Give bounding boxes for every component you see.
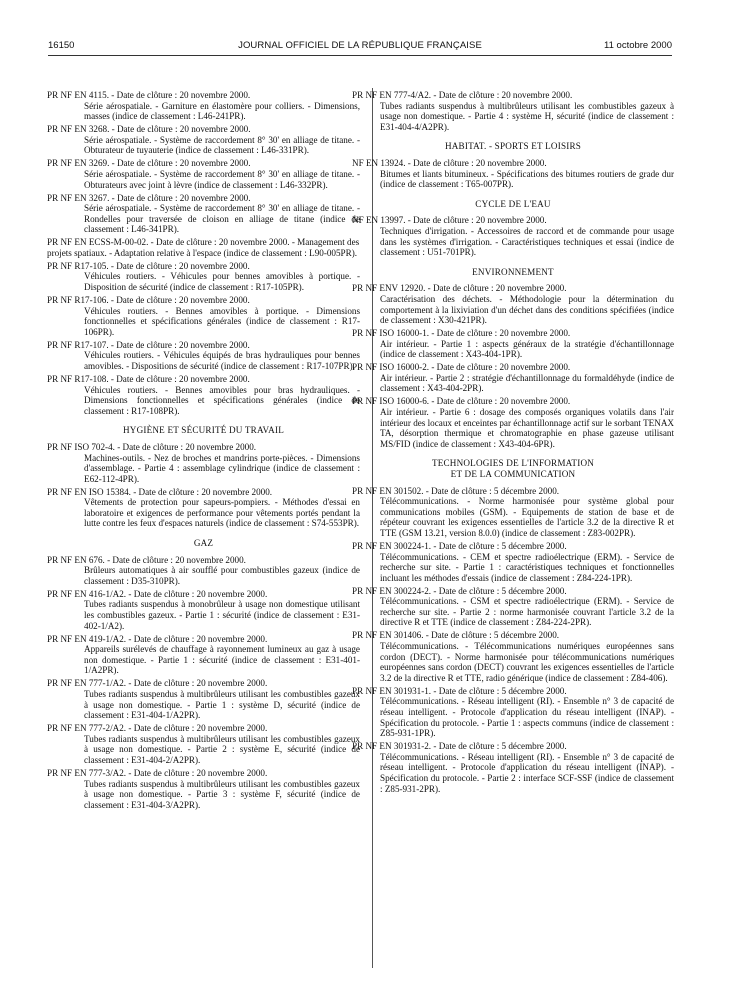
standard-description: Véhicules routiers. - Véhicules équipés de bras hydrauliques pour bennes amovibles. - Dispositions de sécurité (indice de classement : R17-107PR).	[84, 350, 360, 371]
standard-description: Télécommunications. - Réseau intelligent (RI). - Ensemble n° 3 de capacité de réseau intelligent. - Protocole d'application du réseau intelligent (INAP). - Spécification du protocole. - Partie 2 : interface SCF-SSF (indice de classement : Z85-931-2PR).	[380, 751, 674, 794]
issue-date: 11 octobre 2000	[604, 40, 672, 51]
standard-reference: PR NF EN 301931-1. - Date de clôture : 5 décembre 2000.	[352, 685, 567, 696]
page-number: 16150	[48, 40, 75, 51]
standard-reference: PR NF EN 777-4/A2. - Date de clôture : 20 novembre 2000.	[352, 90, 573, 100]
standard-entry	[47, 192, 360, 235]
section-heading: HABITAT. - SPORTS ET LOISIRS	[444, 141, 582, 152]
standard-entry	[352, 630, 674, 683]
standard-description: Appareils surélevés de chauffage à rayonnement lumineux au gaz à usage non domestique. - Partie 1 : sécurité (indice de classement : E31-401-1/A2PR).	[84, 644, 360, 676]
standard-reference: PR NF R17-106. - Date de clôture : 20 novembre 2000.	[47, 295, 250, 306]
standard-description: Tubes radiants suspendus à multibrûleurs utilisant les combustibles gazeux à usage non domestique. - Partie 1 : système D, sécurité (indice de classement : E31-404-1/A2PR).	[84, 688, 360, 721]
standard-entry	[47, 554, 360, 587]
standard-reference: PR NF EN ISO 15384. - Date de clôture : 20 novembre 2000.	[47, 486, 273, 497]
standard-description: Machines-outils. - Nez de broches et mandrins porte-pièces. - Dimensions d'assemblage. - Partie 4 : assemblage cylindrique (indice de classement : E62-112-4PR).	[84, 452, 360, 484]
section-heading: GAZ	[193, 538, 214, 549]
standard-description: Bitumes et liants bitumineux. - Spécifications des bitumes routiers de grade dur (indice de classement : T65-007PR).	[380, 168, 674, 190]
standard-reference: PR NF EN 777-3/A2. - Date de clôture : 20 novembre 2000.	[47, 767, 268, 778]
standard-entry	[47, 441, 360, 484]
standard-entry	[47, 260, 360, 293]
standard-description: Télécommunications. - CSM et spectre radioélectrique (ERM). - Service de recherche sur site. - Partie 2 : norme harmonisée couvrant l'article 3.2 de la directive R et TTE (indice de classement : Z84-224-2PR).	[380, 596, 674, 628]
standard-entry	[47, 723, 360, 765]
journal-title: JOURNAL OFFICIEL DE LA RÉPUBLIQUE FRANÇAISE	[238, 40, 482, 51]
standard-reference: PR NF EN 416-1/A2. - Date de clôture : 20 novembre 2000.	[47, 588, 268, 599]
standard-entry	[47, 237, 360, 258]
standard-entry	[47, 295, 360, 337]
standard-description: Tubes radiants suspendus à multibrûleurs utilisant les combustibles gazeux à usage non domestique. - Partie 4 : système H, sécurité (indice de classement : E31-404-4/A2PR).	[380, 100, 674, 132]
standard-reference: PR NF EN 3268. - Date de clôture : 20 novembre 2000.	[47, 124, 251, 135]
standard-reference: PR NF EN 676. - Date de clôture : 20 novembre 2000.	[47, 554, 246, 565]
standard-entry	[352, 283, 674, 326]
standard-reference: PR NF ENV 12920. - Date de clôture : 20 novembre 2000.	[352, 283, 567, 294]
standard-description: Tubes radiants suspendus à multibrûleurs utilisant les combustibles gazeux à usage non domestique. - Partie 2 : système E, sécurité (indice de classement : E31-404-2/A2PR).	[84, 733, 360, 765]
standard-description: Véhicules routiers. - Bennes amovibles à portique. - Dimensions fonctionnelles et spécifications générales (indice de classement : R17-106PR).	[84, 305, 360, 337]
standard-description: Télécommunications. - Norme harmonisée pour système global pour communications mobiles (GSM). - Equipements de station de base et de répéteur couvrant les exigences essentielles de l'article 3.2 de la directive R et TTE (GSM 13.21, version 8.0.0) (indice de classement : Z83-002PR).	[380, 496, 674, 538]
standard-reference: PR NF EN 301502. - Date de clôture : 5 décembre 2000.	[352, 485, 560, 496]
standard-entry	[352, 396, 675, 449]
standard-reference: PR NF EN 3269. - Date de clôture : 20 novembre 2000.	[47, 158, 251, 169]
standard-description: Série aérospatiale. - Système de raccordement 8° 30' en alliage de titane. - Obturateur de tuyauterie (indice de classement : L46-331PR).	[84, 134, 360, 156]
standard-reference: PR NF EN ECSS-M-00-02. - Date de clôture : 20 novembre 2000. - Management des projets spatiaux. - Adaptation relative à l'espace (indice de classement : L90-005PR).	[47, 237, 360, 258]
standard-description: Télécommunications. - CEM et spectre radioélectrique (ERM). - Service de recherche sur site. - Partie 1 : caractéristiques techniques et fonctionnelles incluant les méthodes d'essais (indice de classement : Z84-224-1PR).	[380, 551, 674, 583]
standard-description: Véhicules routiers. - Bennes amovibles pour bras hydrauliques. - Dimensions fonctionnelles et spécifications générales (indice de classement : R17-108PR).	[84, 384, 360, 416]
standard-description: Caractérisation des déchets. - Méthodologie pour la détermination du comportement à la lixiviation d'un déchet dans des conditions spécifiées (indice de classement : X30-421PR).	[380, 293, 674, 326]
standard-reference: PR NF EN 777-1/A2. - Date de clôture : 20 novembre 2000.	[47, 678, 268, 689]
standard-entry	[352, 585, 674, 628]
standard-entry	[47, 158, 360, 190]
standard-reference: NF EN 13924. - Date de clôture : 20 novembre 2000.	[352, 157, 547, 168]
standard-entry	[352, 362, 674, 394]
standard-entry	[47, 124, 360, 156]
standard-reference: PR NF EN 300224-1. - Date de clôture : 5 décembre 2000.	[352, 540, 567, 551]
standard-reference: PR NF EN 300224-2. - Date de clôture : 5 décembre 2000.	[352, 585, 567, 596]
standard-description: Série aérospatiale. - Système de raccordement 8° 30' en alliage de titane. - Obturateurs avec joint à lèvre (indice de classement : L46-332PR).	[84, 168, 360, 190]
standard-description: Air intérieur. - Partie 6 : dosage des composés organiques volatils dans l'air intérieur des locaux et enceintes par échantillonnage actif sur le sorbant TENAX TA, désorption thermique et chromatographie en phase gazeuse utilisant MS/FID (indice de classement : X43-404-6PR).	[380, 407, 675, 449]
header-rule	[48, 55, 672, 56]
standard-reference: PR NF R17-108. - Date de clôture : 20 novembre 2000.	[47, 373, 250, 384]
standard-reference: PR NF ISO 16000-1. - Date de clôture : 20 novembre 2000.	[352, 328, 571, 339]
standard-reference: PR NF EN 301931-2. - Date de clôture : 5 décembre 2000.	[352, 741, 567, 752]
section-heading: CYCLE DE L'EAU	[475, 198, 551, 209]
standard-entry	[47, 373, 360, 416]
standard-entry	[47, 90, 360, 122]
standard-entry	[47, 767, 360, 810]
section-heading: TECHNOLOGIES DE L'INFORMATION ET DE LA COMMUNICATION	[431, 458, 595, 479]
standard-entry	[352, 90, 674, 132]
standard-entry	[352, 157, 674, 190]
section-heading: HYGIÈNE ET SÉCURITÉ DU TRAVAIL	[123, 425, 284, 436]
standard-description: Véhicules routiers. - Véhicules pour bennes amovibles à portique. - Disposition de sécurité (indice de classement : R17-105PR).	[84, 271, 360, 293]
standard-description: Brûleurs automatiques à air soufflé pour combustibles gazeux (indice de classement : D35-310PR).	[84, 565, 360, 586]
standard-entry	[352, 540, 674, 583]
standard-entry	[47, 588, 360, 631]
standard-reference: PR NF EN 4115. - Date de clôture : 20 novembre 2000.	[47, 90, 251, 100]
standard-entry	[47, 633, 360, 676]
standard-entry	[352, 741, 674, 794]
standard-reference: PR NF R17-107. - Date de clôture : 20 novembre 2000.	[47, 339, 250, 350]
standard-entry	[352, 485, 674, 539]
standard-description: Techniques d'irrigation. - Accessoires de raccord et de commande pour usage dans les systèmes d'irrigation. - Caractéristiques techniques et essai (indice de classement : U51-701PR).	[380, 225, 674, 258]
right-column	[352, 90, 675, 797]
standard-description: Air intérieur. - Partie 1 : aspects généraux de la stratégie d'échantillonnage (indice de classement : X43-404-1PR).	[380, 338, 674, 360]
standard-description: Télécommunications. - Télécommunications numériques européennes sans cordon (DECT). - Norme harmonisée pour télécommunications numériques européennes sans cordon (DECT) couvrant les exigences essentielles de l'article 3.2 de la directive R et TTE, radio générique (indice de classement : Z84-406).	[380, 641, 674, 683]
section-heading: ENVIRONNEMENT	[472, 266, 554, 277]
standard-entry	[47, 486, 360, 529]
standard-entry	[352, 215, 674, 258]
standard-description: Série aérospatiale. - Garniture en élastomère pour colliers. - Dimensions, masses (indice de classement : L46-241PR).	[84, 100, 360, 122]
left-column	[47, 90, 360, 813]
standard-description: Vêtements de protection pour sapeurs-pompiers. - Méthodes d'essai en laboratoire et exigences de performance pour vêtements portés pendant la lutte contre les feux d'espaces naturels (indice de classement : S74-553PR).	[84, 497, 360, 529]
standard-reference: PR NF EN 419-1/A2. - Date de clôture : 20 novembre 2000.	[47, 633, 268, 644]
standard-description: Télécommunications. - Réseau intelligent (RI). - Ensemble n° 3 de capacité de réseau intelligent. - Protocole d'application du réseau intelligent (INAP). - Spécification du protocole. - Partie 1 : aspects communs (indice de classement : Z85-931-1PR).	[380, 696, 674, 739]
standard-description: Air intérieur. - Partie 2 : stratégie d'échantillonnage du formaldéhyde (indice de classement : X43-404-2PR).	[380, 372, 674, 394]
standard-reference: PR NF ISO 702-4. - Date de clôture : 20 novembre 2000.	[47, 441, 257, 452]
standard-entry	[352, 685, 674, 739]
standard-reference: PR NF EN 301406. - Date de clôture : 5 décembre 2000.	[352, 630, 560, 641]
standard-reference: NF EN 13997. - Date de clôture : 20 novembre 2000.	[352, 215, 547, 226]
standard-description: Série aérospatiale. - Système de raccordement 8° 30' en alliage de titane. - Rondelles pour traversée de cloison en alliage de titane (indice de classement : L46-341PR).	[84, 203, 360, 235]
standard-reference: PR NF EN 777-2/A2. - Date de clôture : 20 novembre 2000.	[47, 723, 268, 734]
standard-entry	[47, 678, 360, 721]
standard-reference: PR NF ISO 16000-2. - Date de clôture : 20 novembre 2000.	[352, 362, 571, 373]
standard-description: Tubes radiants suspendus à monobrûleur à usage non domestique utilisant les combustibles gazeux. - Partie 1 : sécurité (indice de classement : E31-402-1/A2).	[84, 599, 360, 631]
standard-entry	[352, 328, 674, 360]
page-header	[48, 40, 672, 54]
standard-description: Tubes radiants suspendus à multibrûleurs utilisant les combustibles gazeux à usage non domestique. - Partie 3 : système F, sécurité (indice de classement : E31-404-3/A2PR).	[84, 778, 360, 810]
standard-reference: PR NF R17-105. - Date de clôture : 20 novembre 2000.	[47, 260, 250, 271]
standard-reference: PR NF EN 3267. - Date de clôture : 20 novembre 2000.	[47, 192, 251, 203]
standard-entry	[47, 339, 360, 372]
standard-reference: PR NF ISO 16000-6. - Date de clôture : 20 novembre 2000.	[352, 396, 571, 407]
